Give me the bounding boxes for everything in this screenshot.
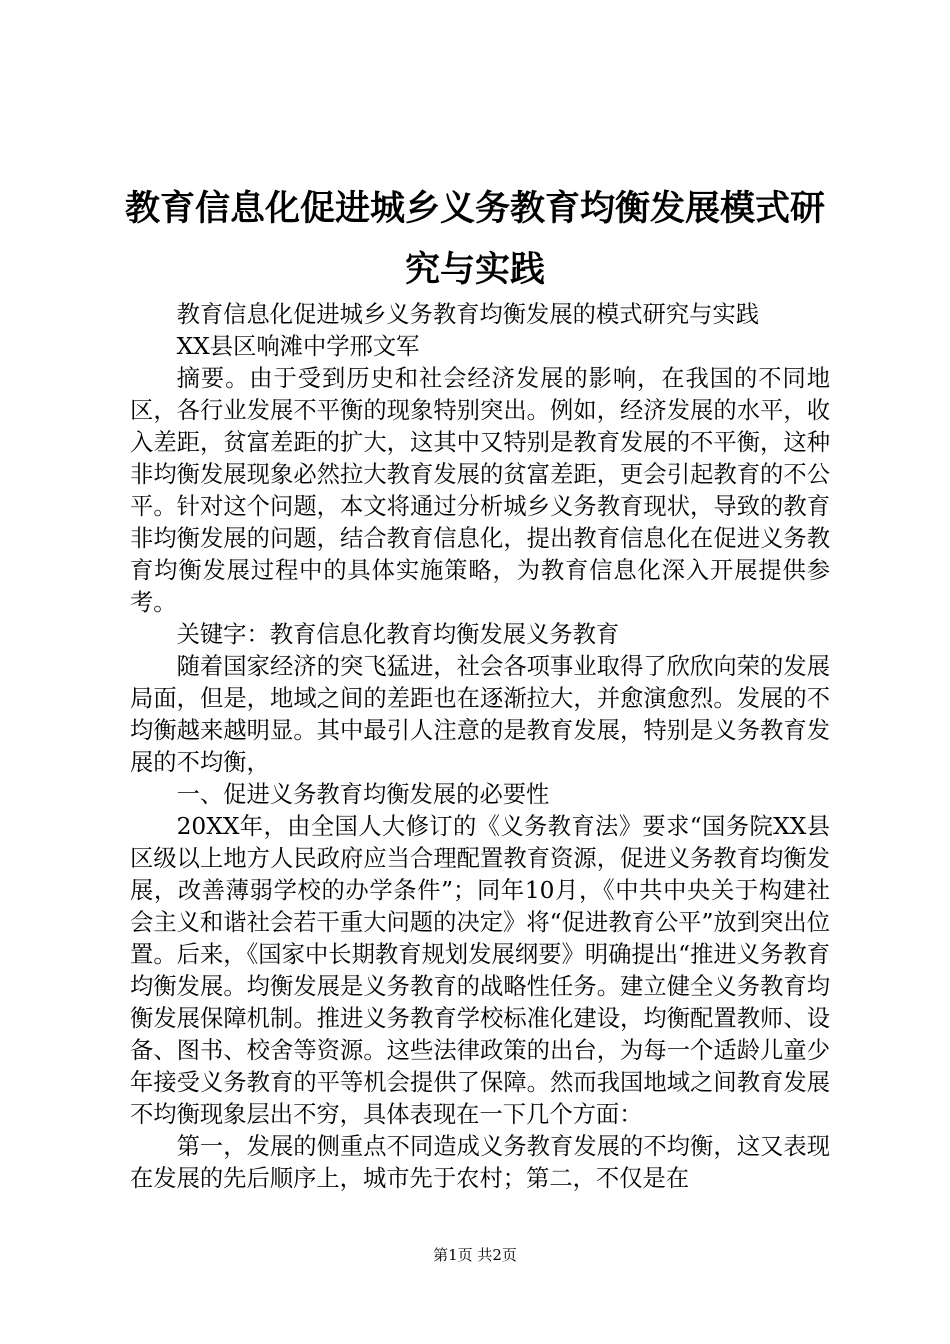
section-heading: 一、促进义务教育均衡发展的必要性: [176, 781, 550, 808]
keywords-paragraph: 关键字：教育信息化教育均衡发展义务教育: [176, 621, 620, 648]
intro-paragraph: 随着国家经济的突飞猛进，社会各项事业取得了欣欣向荣的发展局面，但是，地域之间的差距也在逐渐拉大，并愈演愈烈。发展的不均衡越来越明显。其中最引人注意的是教育发展，特别是义务教育发展的不均衡，: [130, 653, 830, 776]
document-title-line-1: 教育信息化促进城乡义务教育均衡发展模式研: [124, 189, 825, 229]
document-body: [130, 299, 830, 1195]
body-paragraph: 20XX年，由全国人大修订的《义务教育法》要求“国务院XX县区级以上地方人民政府应当合理配置教育资源，促进义务教育均衡发展，改善薄弱学校的办学条件”；同年10月，《中共中央关于构建社会主义和谐社会若干重大问题的决定》将“促进教育公平”放到突出位置。后来，《国家中长期教育规划发展纲要》明确提出“推进义务教育均衡发展。均衡发展是义务教育的战略性任务。建立健全义务教育均衡发展保障机制。推进义务教育学校标准化建设，均衡配置教师、设备、图书、校舍等资源。这些法律政策的出台，为每一个适龄儿童少年接受义务教育的平等机会提供了保障。然而我国地域之间教育发展不均衡现象层出不穷，具体表现在一下几个方面：: [130, 813, 830, 1128]
subtitle-paragraph: 教育信息化促进城乡义务教育均衡发展的模式研究与实践: [176, 301, 760, 328]
body-paragraph: 第一，发展的侧重点不同造成义务教育发展的不均衡，这又表现在发展的先后顺序上，城市先于农村；第二，不仅是在: [130, 1133, 830, 1192]
page-number-footer: 第1页 共2页: [433, 1246, 517, 1264]
abstract-paragraph: 摘要。由于受到历史和社会经济发展的影响，在我国的不同地区，各行业发展不平衡的现象特别突出。例如，经济发展的水平，收入差距，贫富差距的扩大，这其中又特别是教育发展的不平衡，这种非均衡发展现象必然拉大教育发展的贫富差距，更会引起教育的不公平。针对这个问题，本文将通过分析城乡义务教育现状，导致的教育非均衡发展的问题，结合教育信息化，提出教育信息化在促进义务教育均衡发展过程中的具体实施策略，为教育信息化深入开展提供参考。: [130, 365, 830, 616]
document-title-line-2: 究与实践: [404, 250, 545, 290]
author-line: XX县区响滩中学邢文军: [176, 333, 420, 360]
